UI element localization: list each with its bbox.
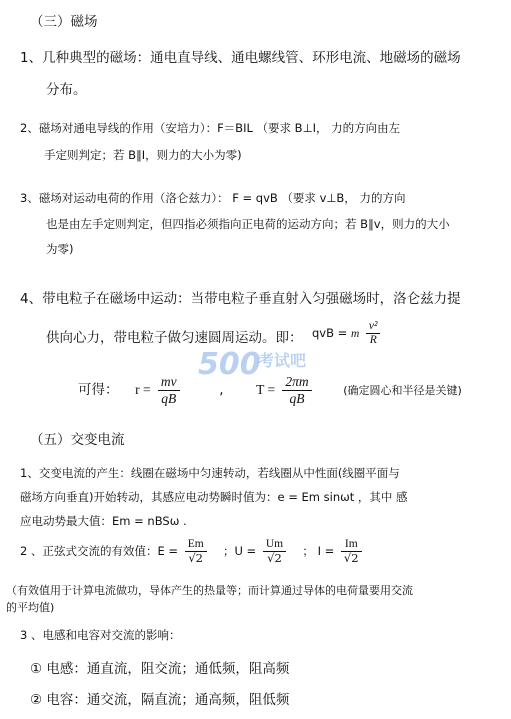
u-lhs: ；U = bbox=[222, 544, 257, 559]
item-2-line-1: 2、磁场对通电导线的作用（安培力）：F＝BIL （要求 B⊥I， 力的方向由左 bbox=[20, 121, 401, 135]
section-heading-magnetic-field: （三）磁场 bbox=[30, 14, 98, 30]
ac-item-1-line-3: 应电动势最大值：Em = nBSω . bbox=[20, 514, 187, 528]
item-1-line-2: 分布。 bbox=[46, 82, 87, 98]
ac-item-1-line-2: 磁场方向垂直)开始转动，其感应电动势瞬时值为：e = Em sinωt ，其中 感 bbox=[20, 490, 408, 504]
radius-lhs: r = bbox=[135, 382, 151, 398]
effective-note-line-1: （有效值用于计算电流做功，导体产生的热量等；而计算通过导体的电荷量要用交流 bbox=[6, 584, 413, 597]
item-2-line-2: 手定则判定；若 B∥I，则力的大小为零) bbox=[44, 148, 242, 162]
section-heading-alternating-current: （五）交变电流 bbox=[30, 432, 125, 448]
fraction-numerator: v² bbox=[366, 320, 381, 334]
ac-item-3: 3 、电感和电容对交流的影响： bbox=[20, 628, 181, 642]
radius-fraction bbox=[158, 374, 180, 406]
item-3-line-1: 3、磁场对运动电荷的作用（洛仑兹力）： F = qvB （要求 v⊥B， 力的方向 bbox=[20, 191, 406, 205]
u-numerator: Um bbox=[263, 538, 286, 552]
item-3-line-2: 也是由左手定则判定，但四指必须指向正电荷的运动方向；若 B∥v，则力的大小 bbox=[46, 217, 450, 231]
item-4-line-2: 供向心力，带电粒子做匀速圆周运动。即： bbox=[46, 330, 303, 346]
e-numerator: Em bbox=[185, 538, 207, 552]
v2-over-r-fraction bbox=[366, 320, 381, 347]
i-denominator: √2 bbox=[343, 551, 359, 566]
u-fraction bbox=[263, 538, 286, 565]
kede-label: 可得： bbox=[78, 382, 119, 399]
radius-numerator: mv bbox=[158, 374, 180, 391]
i-numerator: Im bbox=[341, 538, 362, 552]
fraction-denominator: R bbox=[369, 334, 377, 347]
item-4-line-1: 4、带电粒子在磁场中运动：当带电粒子垂直射入匀强磁场时，洛仑兹力提 bbox=[20, 291, 461, 307]
e-fraction bbox=[185, 538, 207, 565]
watermark-number: 500 bbox=[198, 347, 261, 382]
e-denominator: √2 bbox=[188, 551, 203, 566]
i-lhs: ； I = bbox=[302, 544, 335, 559]
centripetal-lhs: qvB = bbox=[312, 326, 351, 341]
watermark-brand: 考试吧 bbox=[258, 351, 307, 370]
period-fraction bbox=[282, 374, 311, 406]
effective-prefix: 2 、正弦式交流的有效值：E = bbox=[20, 544, 179, 559]
radius-denominator: qB bbox=[161, 390, 177, 406]
item-3-line-3: 为零) bbox=[46, 242, 74, 256]
radius-note: (确定圆心和半径是关键) bbox=[343, 384, 462, 398]
effective-value-formulas bbox=[20, 538, 365, 565]
period-numerator: 2πm bbox=[282, 374, 311, 391]
period-denominator: qB bbox=[289, 390, 305, 406]
mass-symbol: m bbox=[350, 328, 360, 341]
period-lhs: T = bbox=[256, 382, 276, 398]
effective-note-line-2: 的平均值) bbox=[6, 601, 55, 614]
u-denominator: √2 bbox=[267, 551, 282, 566]
capacitor-effect: ② 电容：通交流，隔直流；通高频，阻低频 bbox=[30, 692, 290, 708]
item-1-line-1: 1、几种典型的磁场：通电直导线、通电螺线管、环形电流、地磁场的磁场 bbox=[20, 50, 461, 66]
i-fraction bbox=[341, 538, 362, 565]
ac-item-1-line-1: 1、交变电流的产生：线圈在磁场中匀速转动，若线圈从中性面(线圈平面与 bbox=[20, 466, 400, 480]
inductor-effect: ① 电感：通直流，阻交流；通低频，阻高频 bbox=[30, 661, 290, 677]
radius-period-formulas bbox=[78, 374, 462, 406]
formula-comma: , bbox=[219, 382, 224, 399]
